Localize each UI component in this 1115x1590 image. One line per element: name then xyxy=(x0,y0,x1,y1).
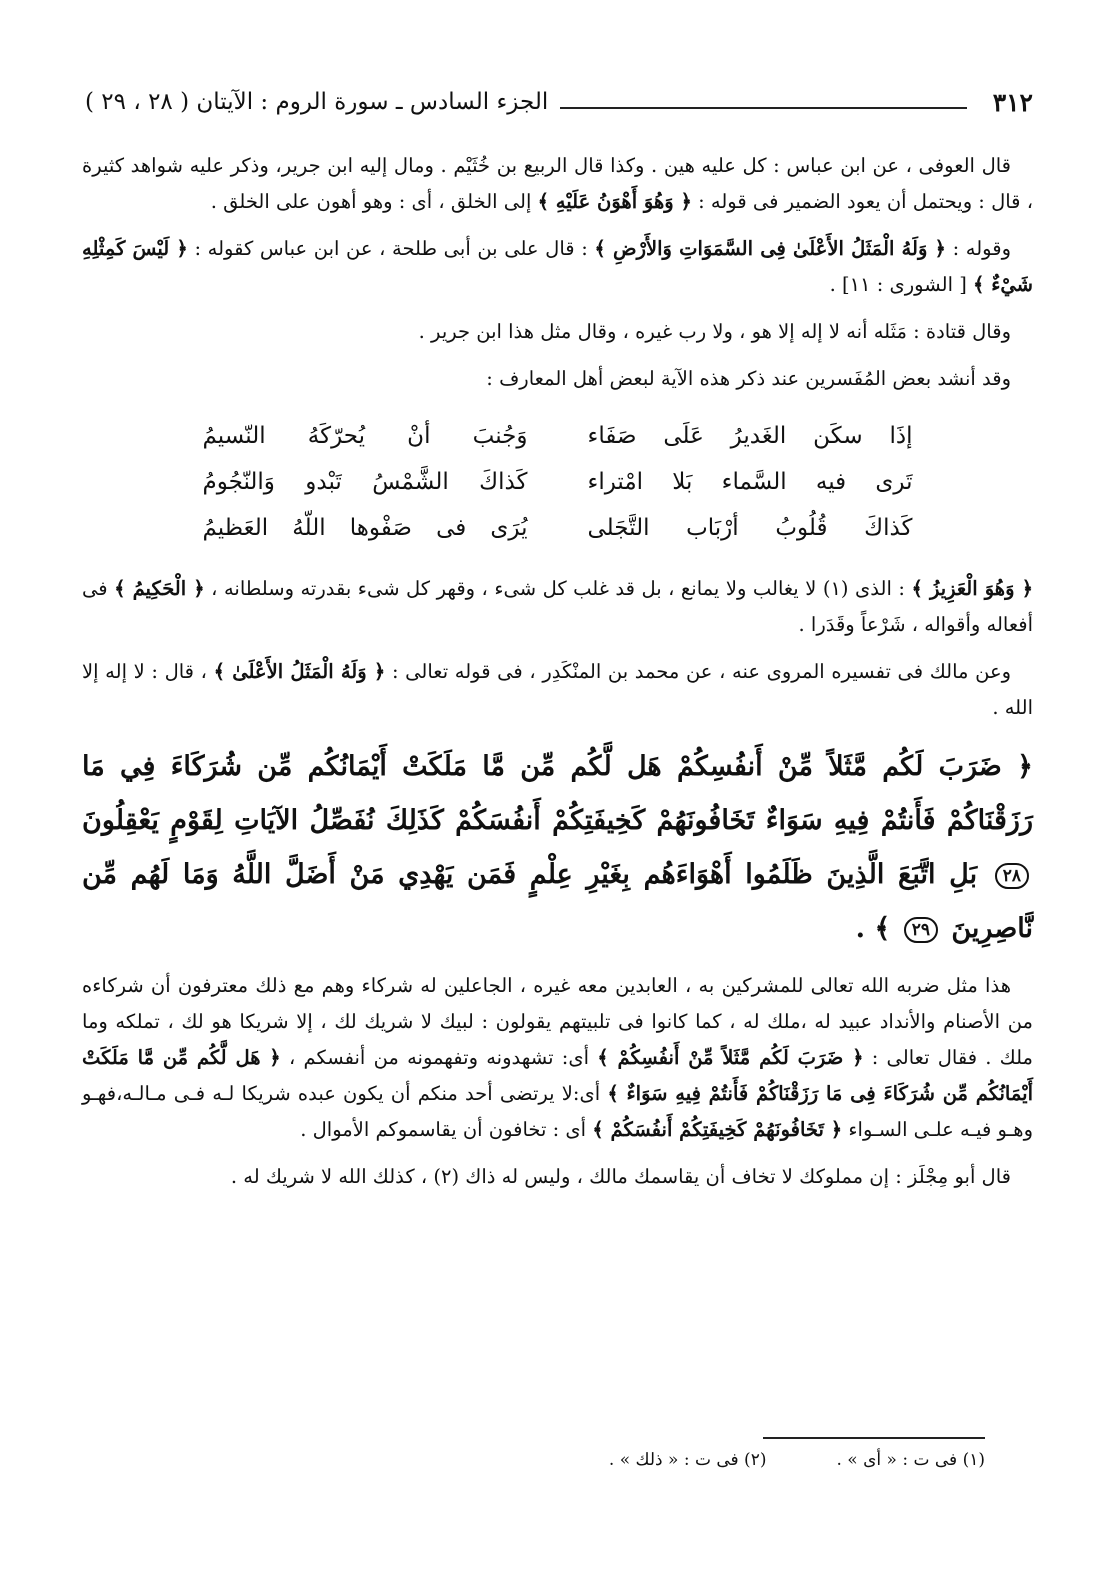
poem-first-hemistich: تَرى فيه السَّماء بَلا امْتراء xyxy=(587,469,913,495)
ayah-number-marker: ٢٩ xyxy=(904,917,938,943)
paragraph-7-text: أى: تشهدونه وتفهمونه من أنفسكم ، xyxy=(288,1046,590,1069)
footnote-2: (٢) فى ت : « ذلك » . xyxy=(608,1450,767,1470)
paragraph-3: وقال قتادة : مَثَله أنه لا إله إلا هو ، ولا رب غيره ، وقال مثل هذا ابن جرير . xyxy=(418,320,1011,343)
quran-quote: ﴿ وَلَهُ الْمَثَلُ الأَعْلَىٰ فِى السَّمَوَاتِ وَالأَرْضِ ﴾ xyxy=(594,237,946,260)
paragraph-2-mid: : قال على بن أبى طلحة ، عن ابن عباس كقوله : xyxy=(194,237,588,260)
paragraph-2-end: [ الشورى : ١١] . xyxy=(829,273,967,296)
running-header xyxy=(85,82,1033,122)
quran-quote: ﴿ الْحَكِيمُ ﴾ xyxy=(114,577,205,600)
paragraph-7-text: هذا مثل ضربه الله تعالى للمشركين به ، العابدين معه غيره ، الجاعلين له شركاء وهم مع ذلك معترفون أن شركاءه من الأصنام والأنداد عبيد له ،ملك له ، كما كانوا فى تلبيتهم يقولون : لبيك لا شريك لك ، إلا شريكا هو لك ، تملكه وما ملك . فقال تعالى : xyxy=(82,974,1034,1069)
footnote-1: (١) فى ت : « أى » . xyxy=(836,1450,985,1470)
footnote-rule xyxy=(763,1437,985,1439)
poem-first-hemistich: إذَا سكَن الغَديرُ عَلَى صَفَاء xyxy=(587,423,913,449)
quran-quote: ﴿ وَهُوَ الْعَزِيزُ ﴾ xyxy=(911,577,1034,600)
paragraph-6 xyxy=(82,654,1033,726)
footnotes xyxy=(609,1450,985,1470)
paragraph-7-text: أى:لا يرتضى أحد منكم أن يكون عبده شريكا لـه فـى مـالـه،فهـو وهـو فيـه علـى السـواء xyxy=(82,1082,1033,1141)
quran-quote: ﴿ لَيْسَ كَمِثْلِهِ شَيْءٌ ﴾ xyxy=(82,237,1033,296)
quran-verse-block xyxy=(82,740,1033,956)
page-number: ٣١٢ xyxy=(992,87,1033,117)
poem xyxy=(82,413,1033,551)
quran-quote: ﴿ وَهُوَ أَهْوَنُ عَلَيْهِ ﴾ xyxy=(537,190,692,213)
header-rule xyxy=(560,107,966,109)
paragraph-1 xyxy=(82,148,1033,220)
poem-line xyxy=(82,459,1033,505)
running-title: الجزء السادس ـ سورة الروم : الآيتان ( ٢٨ ، ٢٩ ) xyxy=(85,89,549,115)
paragraph-2 xyxy=(82,231,1033,303)
poem-line xyxy=(82,413,1033,459)
paragraph-7 xyxy=(82,968,1033,1148)
verse-29-text: بَلِ اتَّبَعَ الَّذِينَ ظَلَمُوا أَهْوَاءَهُم بِغَيْرِ عِلْمٍ فَمَن يَهْدِي مَنْ أَضَلَّ اللَّهُ وَمَا لَهُم مِّن نَّاصِرِينَ xyxy=(82,859,1033,944)
poem-line xyxy=(82,505,1033,551)
poem-second-hemistich: كَذاكَ الشَّمْسُ تَبْدو وَالنّجُومُ xyxy=(202,469,528,495)
paragraph-4: وقد أنشد بعض المُفَسرين عند ذكر هذه الآية لبعض أهل المعارف : xyxy=(486,367,1011,390)
paragraph-8: قال أبو مِجْلَز : إن مملوكك لا تخاف أن يقاسمك مالك ، وليس له ذاك (٢) ، كذلك الله لا شريك له . xyxy=(230,1165,1011,1188)
ayah-number-marker: ٢٨ xyxy=(995,863,1029,889)
quran-quote: ﴿ ضَرَبَ لَكُم مَّثَلاً مِّنْ أَنفُسِكُمْ ﴾ xyxy=(597,1046,864,1069)
paragraph-1-text: قال العوفى ، عن ابن عباس : كل عليه هين . وكذا قال الربيع بن خُثَيْم . ومال إليه ابن جرير، وذكر عليه شواهد كثيرة ، قال : ويحتمل أن يعود الضمير فى قوله : xyxy=(82,154,1033,213)
paragraph-2-start: وقوله : xyxy=(952,237,1011,260)
paragraph-7-end: أى : تخافون أن يقاسموكم الأموال . xyxy=(300,1118,587,1141)
quran-quote: ﴿ هَل لَّكُم مِّن مَّا مَلَكَتْ أَيْمَانُكُم مِّن شُرَكَاءَ فِى مَا رَزَقْنَاكُمْ فَأَنتُمْ فِيهِ سَوَاءٌ ﴾ xyxy=(82,1046,1033,1105)
verse-close-bracket: ﴾ . xyxy=(855,913,891,944)
verse-open-bracket: ﴿ xyxy=(1017,751,1033,782)
poem-first-hemistich: كَذاكَ قُلُوبُ أرْبَاب التَّجَلى xyxy=(587,515,913,541)
quran-quote: ﴿ تَخَافُونَهُمْ كَخِيفَتِكُمْ أَنفُسَكُمْ ﴾ xyxy=(592,1118,843,1141)
paragraph-5-text: : الذى (١) لا يغالب ولا يمانع ، بل قد غلب كل شىء ، وقهر كل شىء بقدرته وسلطانه ، xyxy=(211,577,905,600)
poem-second-hemistich: يُرَى فى صَفْوها اللّهُ العَظيمُ xyxy=(202,515,528,541)
paragraph-5 xyxy=(82,571,1033,643)
paragraph-6-end: ، قال : لا إله إلا الله . xyxy=(82,660,1033,719)
paragraph-5-end: فى أفعاله وأقواله ، شَرْعاً وقَدَرا . xyxy=(82,577,1033,636)
paragraph-6-text: وعن مالك فى تفسيره المروى عنه ، عن محمد بن المنْكَدِر ، فى قوله تعالى : xyxy=(391,660,1011,683)
paragraph-1-end: إلى الخلق ، أى : وهو أهون على الخلق . xyxy=(210,190,532,213)
verse-28-text: ضَرَبَ لَكُم مَّثَلاً مِّنْ أَنفُسِكُمْ هَل لَّكُم مِّن مَّا مَلَكَتْ أَيْمَانُكُم مِّن شُرَكَاءَ فِي مَا رَزَقْنَاكُمْ فَأَنتُمْ فِيهِ سَوَاءٌ تَخَافُونَهُمْ كَخِيفَتِكُمْ أَنفُسَكُمْ كَذَلِكَ نُفَصِّلُ الآيَاتِ لِقَوْمٍ يَعْقِلُونَ xyxy=(82,751,1033,836)
quran-quote: ﴿ وَلَهُ الْمَثَلُ الأَعْلَىٰ ﴾ xyxy=(213,660,386,683)
page-body xyxy=(82,148,1033,1206)
poem-second-hemistich: وَجُنبَ أنْ يُحرّكَهُ النّسيمُ xyxy=(202,423,528,449)
